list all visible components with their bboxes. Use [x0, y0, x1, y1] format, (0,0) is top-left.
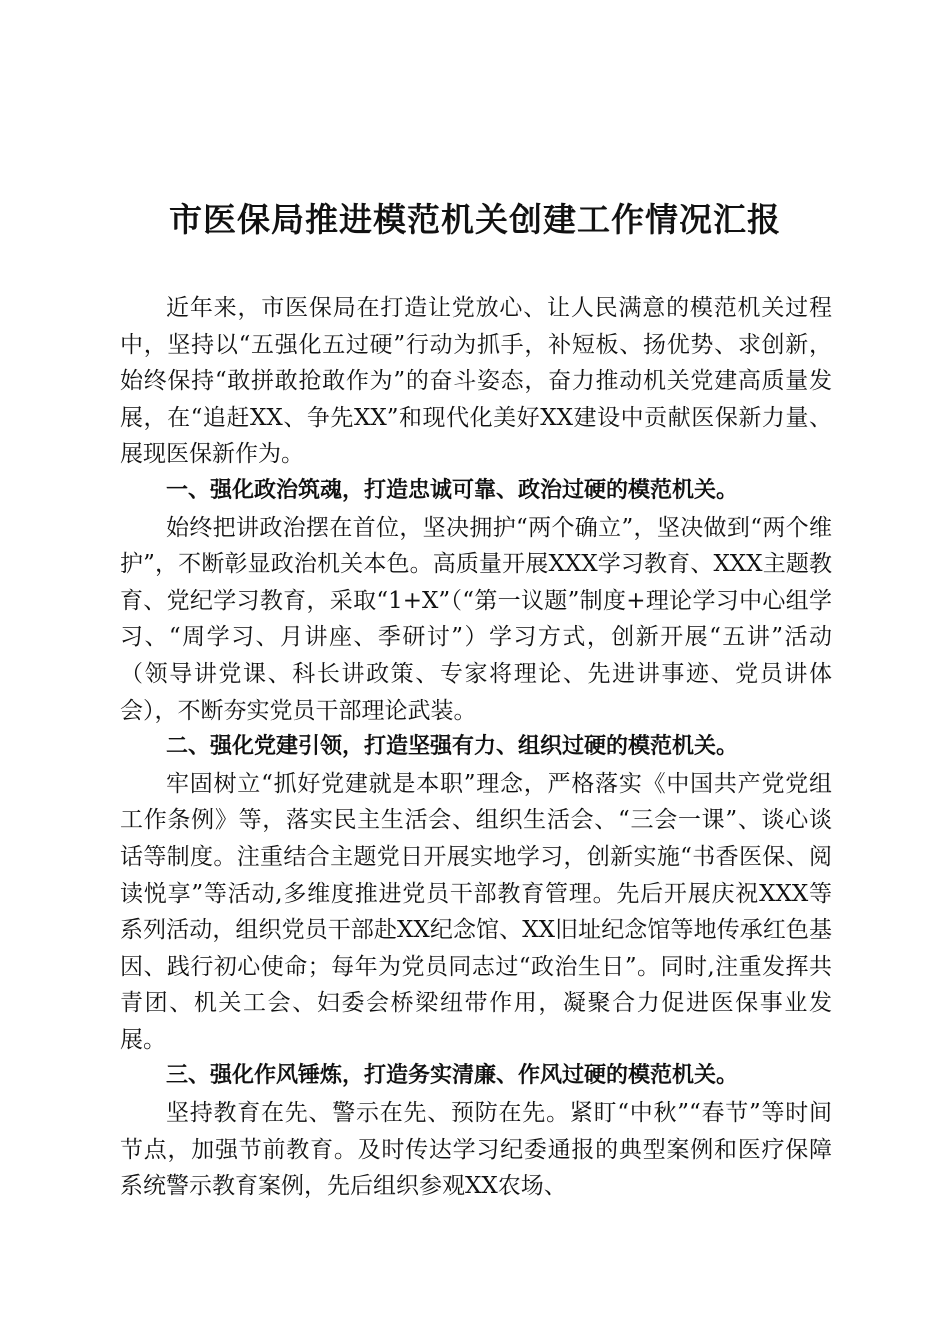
section-3-body: 坚持教育在先、警示在先、预防在先。紧盯“中秋”“春节”等时间节点，加强节前教育。及时传达学习纪委通报的典型案例和医疗保障系统警示教育案例，先后组织参观XX农场、 — [120, 1100, 832, 1200]
section-2-heading: 二、强化党建引领，打造坚强有力、组织过硬的模范机关。 — [166, 734, 739, 760]
document-title: 市医保局推进模范机关创建工作情况汇报 — [169, 200, 781, 239]
document-body — [120, 290, 832, 1205]
section-1-body: 始终把讲政治摆在首位，坚决拥护“两个确立”，坚决做到“两个维护”，不断彰显政治机关本色。高质量开展XXX学习教育、XXX主题教育、党纪学习教育，采取“1+X”（“第一议题”制度+理论学习中心组学习、“周学习、月讲座、季研讨”）学习方式，创新开展“五讲”活动（领导讲党课、科长讲政策、专家将理论、先进讲事迹、党员讲体会），不断夯实党员干部理论武装。 — [120, 514, 832, 724]
section-3-heading: 三、强化作风锤炼，打造务实清廉、作风过硬的模范机关。 — [166, 1063, 739, 1089]
intro-paragraph: 近年来，市医保局在打造让党放心、让人民满意的模范机关过程中，坚持以“五强化五过硬”行动为抓手，补短板、扬优势、求创新，始终保持“敢拼敢抢敢作为”的奋斗姿态，奋力推动机关党建高质量发展，在“追赶XX、争先XX”和现代化美好XX建设中贡献医保新力量、展现医保新作为。 — [120, 295, 832, 468]
section-2-body: 牢固树立“抓好党建就是本职”理念，严格落实《中国共产党党组工作条例》等，落实民主生活会、组织生活会、“三会一课”、谈心谈话等制度。注重结合主题党日开展实地学习，创新实施“书香医保、阅读悦享”等活动,多维度推进党员干部教育管理。先后开展庆祝XXX等系列活动，组织党员干部赴XX纪念馆、XX旧址纪念馆等地传承红色基因、践行初心使命；每年为党员同志过“政治生日”。同时,注重发挥共青团、机关工会、妇委会桥梁纽带作用，凝聚合力促进医保事业发展。 — [120, 770, 832, 1053]
section-1-heading: 一、强化政治筑魂，打造忠诚可靠、政治过硬的模范机关。 — [166, 477, 739, 503]
